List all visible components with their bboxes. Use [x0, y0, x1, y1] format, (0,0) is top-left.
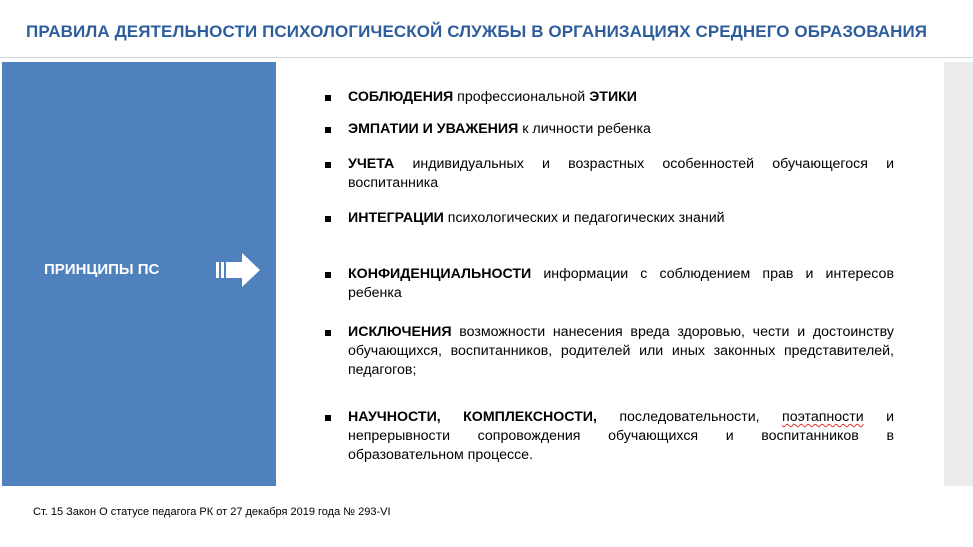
list-item: [348, 323, 894, 380]
side-strip: [944, 62, 973, 486]
list-item: [348, 120, 894, 139]
item-text: и непрерывности сопровождения обучающихся и воспитанников в образовательном процессе.: [348, 409, 894, 463]
bullet-icon: [325, 127, 331, 133]
item-keyword: ЭМПАТИИ И УВАЖЕНИЯ: [348, 121, 519, 137]
item-keyword: ЭТИКИ: [589, 89, 638, 105]
bullet-icon: [325, 330, 331, 336]
bullet-icon: [325, 216, 331, 222]
list-item: [348, 209, 894, 228]
page-title: ПРАВИЛА ДЕЯТЕЛЬНОСТИ ПСИХОЛОГИЧЕСКОЙ СЛУЖБЫ В ОРГАНИЗАЦИЯХ СРЕДНЕГО ОБРАЗОВАНИЯ: [26, 22, 928, 41]
item-text: профессиональной: [453, 89, 590, 105]
item-text: возможности нанесения вреда здоровью, чести и достоинству обучающихся, воспитанников, родителей или иных законных представителей, педагогов;: [348, 324, 894, 378]
bullet-icon: [325, 95, 331, 101]
bullet-icon: [325, 415, 331, 421]
item-keyword: СОБЛЮДЕНИЯ: [348, 89, 454, 105]
list-item: [348, 88, 894, 107]
source-footnote: Ст. 15 Закон О статусе педагога РК от 27 декабря 2019 года № 293-VI: [33, 506, 391, 518]
right-arrow-icon: [214, 251, 262, 289]
item-keyword: ИСКЛЮЧЕНИЯ: [348, 324, 452, 340]
item-text: психологических и педагогических знаний: [443, 210, 725, 226]
list-item: [348, 265, 894, 303]
item-keyword: ИНТЕГРАЦИИ: [348, 210, 444, 226]
bullet-icon: [325, 272, 331, 278]
item-text: информации с соблюдением прав и интересов ребенка: [348, 266, 894, 301]
item-keyword: НАУЧНОСТИ, КОМПЛЕКСНОСТИ,: [348, 409, 597, 425]
title-divider: [0, 57, 973, 58]
item-text: к личности ребенка: [518, 121, 651, 137]
list-item: [348, 155, 894, 193]
bullet-icon: [325, 162, 331, 168]
item-keyword: КОНФИДЕНЦИАЛЬНОСТИ: [348, 266, 532, 282]
item-keyword: УЧЕТА: [348, 156, 395, 172]
item-text: последовательности,: [596, 409, 783, 425]
principles-label: ПРИНЦИПЫ ПС: [44, 261, 160, 278]
item-text: индивидуальных и возрастных особенностей обучающегося и воспитанника: [348, 156, 894, 191]
spellcheck-word: поэтапности: [782, 409, 864, 425]
list-item: [348, 408, 894, 465]
